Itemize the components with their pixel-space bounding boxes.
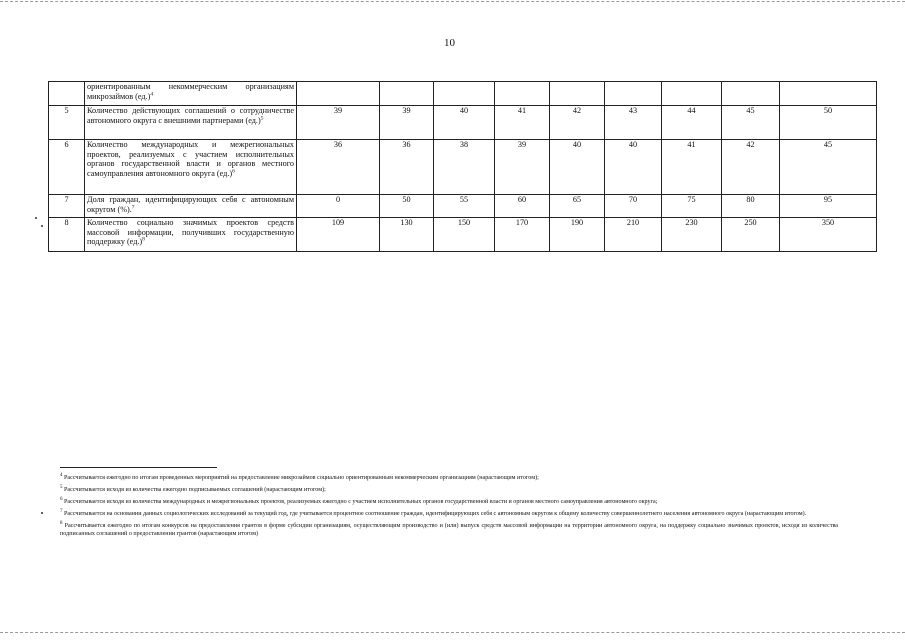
scan-bottom-edge	[0, 632, 905, 633]
table-row	[49, 106, 877, 140]
indicator-name	[85, 218, 297, 252]
indicator-name	[85, 82, 297, 106]
indicator-name-text: Количество международных и межрегиональных проектов, реализуемых с участием исполнительных органов государственной власти и органов местного самоуправления автономного округа (ед.)	[87, 140, 294, 178]
indicator-name	[85, 106, 297, 140]
value-cell	[662, 82, 722, 106]
row-number: 5	[49, 106, 85, 140]
scan-top-edge	[0, 1, 905, 2]
indicator-name-text: Количество действующих соглашений о сотрудничестве автономного округа с внешними партнерами (ед.)	[87, 106, 294, 125]
table-row	[49, 82, 877, 106]
value-cell: 75	[662, 195, 722, 218]
footnote-mark: 8	[60, 520, 63, 526]
footnote	[60, 510, 838, 518]
value-cell: 41	[495, 106, 550, 140]
row-number: 7	[49, 195, 85, 218]
value-cell: 95	[780, 195, 877, 218]
scan-speck	[35, 217, 37, 219]
value-cell	[605, 82, 662, 106]
value-cell: 230	[662, 218, 722, 252]
value-cell: 55	[434, 195, 495, 218]
value-cell: 44	[662, 106, 722, 140]
footnote-mark: 7	[60, 508, 63, 514]
footnote-text: Рассчитывается исходя из количества ежегодно подписываемых соглашений (нарастающим итогом);	[64, 487, 326, 493]
table-row	[49, 140, 877, 195]
value-cell: 65	[550, 195, 605, 218]
value-cell: 250	[722, 218, 780, 252]
footnote-mark: 6	[60, 496, 63, 502]
footnotes	[60, 474, 838, 542]
footnote-ref: 6	[232, 168, 235, 175]
row-number: 6	[49, 140, 85, 195]
value-cell: 50	[780, 106, 877, 140]
value-cell: 190	[550, 218, 605, 252]
value-cell: 42	[550, 106, 605, 140]
scan-speck	[41, 512, 43, 514]
value-cell: 40	[550, 140, 605, 195]
indicator-name-text: Доля граждан, идентифицирующих себя с автономным округом (%).	[87, 195, 294, 214]
value-cell	[722, 82, 780, 106]
indicator-name	[85, 140, 297, 195]
value-cell: 41	[662, 140, 722, 195]
value-cell: 109	[297, 218, 380, 252]
value-cell: 45	[780, 140, 877, 195]
indicators-table	[48, 81, 877, 252]
row-number: 8	[49, 218, 85, 252]
value-cell: 80	[722, 195, 780, 218]
value-cell: 350	[780, 218, 877, 252]
footnote-mark: 4	[60, 472, 63, 478]
value-cell: 150	[434, 218, 495, 252]
value-cell: 210	[605, 218, 662, 252]
value-cell: 39	[495, 140, 550, 195]
page-number: 10	[444, 37, 455, 49]
footnote-ref: 8	[142, 236, 145, 243]
footnote-text: Рассчитывается ежегодно по итогам проведенных мероприятий на предоставление микрозаймов социально ориентированным некоммерческим организациям (нарастающим итогом);	[64, 475, 539, 481]
value-cell: 42	[722, 140, 780, 195]
value-cell: 36	[297, 140, 380, 195]
value-cell	[434, 82, 495, 106]
table-row	[49, 195, 877, 218]
footnote	[60, 498, 838, 506]
scan-speck	[41, 225, 43, 227]
indicator-name-text: Количество социально значимых проектов средств массовой информации, получивших государственную поддержку (ед.)	[87, 218, 294, 247]
footnote-text: Рассчитывается на основании данных социологических исследований за текущий год, где учитывается процентное соотношение граждан, идентифицирующих себя с автономным округом к общему количеству совершеннолетнего населения автономного округа (нарастающим итогом).	[64, 511, 807, 517]
footnote	[60, 522, 838, 539]
footnote	[60, 486, 838, 494]
value-cell: 50	[380, 195, 434, 218]
value-cell: 130	[380, 218, 434, 252]
row-number	[49, 82, 85, 106]
value-cell	[495, 82, 550, 106]
value-cell	[297, 82, 380, 106]
footnote-ref: 4	[150, 90, 154, 97]
value-cell	[380, 82, 434, 106]
value-cell: 40	[605, 140, 662, 195]
value-cell: 36	[380, 140, 434, 195]
value-cell	[780, 82, 877, 106]
value-cell: 170	[495, 218, 550, 252]
value-cell: 43	[605, 106, 662, 140]
table-body	[49, 82, 877, 252]
footnote-separator	[60, 467, 217, 468]
value-cell: 38	[434, 140, 495, 195]
indicator-name-text: ориентированным некоммерческим организациям микрозаймов (ед.)	[87, 82, 294, 101]
footnote-ref: 5	[260, 114, 264, 121]
value-cell: 40	[434, 106, 495, 140]
table-row	[49, 218, 877, 252]
value-cell: 60	[495, 195, 550, 218]
value-cell	[550, 82, 605, 106]
footnote-mark: 5	[60, 484, 63, 490]
footnote-text: Рассчитывается исходя из количества международных и межрегиональных проектов, реализуемых ежегодно с участием исполнительных органов государственной власти и органов местного самоуправления автономного округа;	[64, 499, 658, 505]
value-cell: 39	[380, 106, 434, 140]
value-cell: 0	[297, 195, 380, 218]
value-cell: 39	[297, 106, 380, 140]
footnote-ref: 7	[131, 203, 135, 210]
indicator-name	[85, 195, 297, 218]
value-cell: 45	[722, 106, 780, 140]
footnote	[60, 474, 838, 482]
value-cell: 70	[605, 195, 662, 218]
footnote-text: Рассчитывается ежегодно по итогам конкурсов на предоставления грантов в форме субсидии организациям, осуществляющим производство и (или) выпуск средств массовой информации на территории автономного округа, на поддержку социально значимых проектов, исходя из количества подписанных соглашений о предоставлении грантов (нарастающим итогом)	[60, 523, 839, 538]
